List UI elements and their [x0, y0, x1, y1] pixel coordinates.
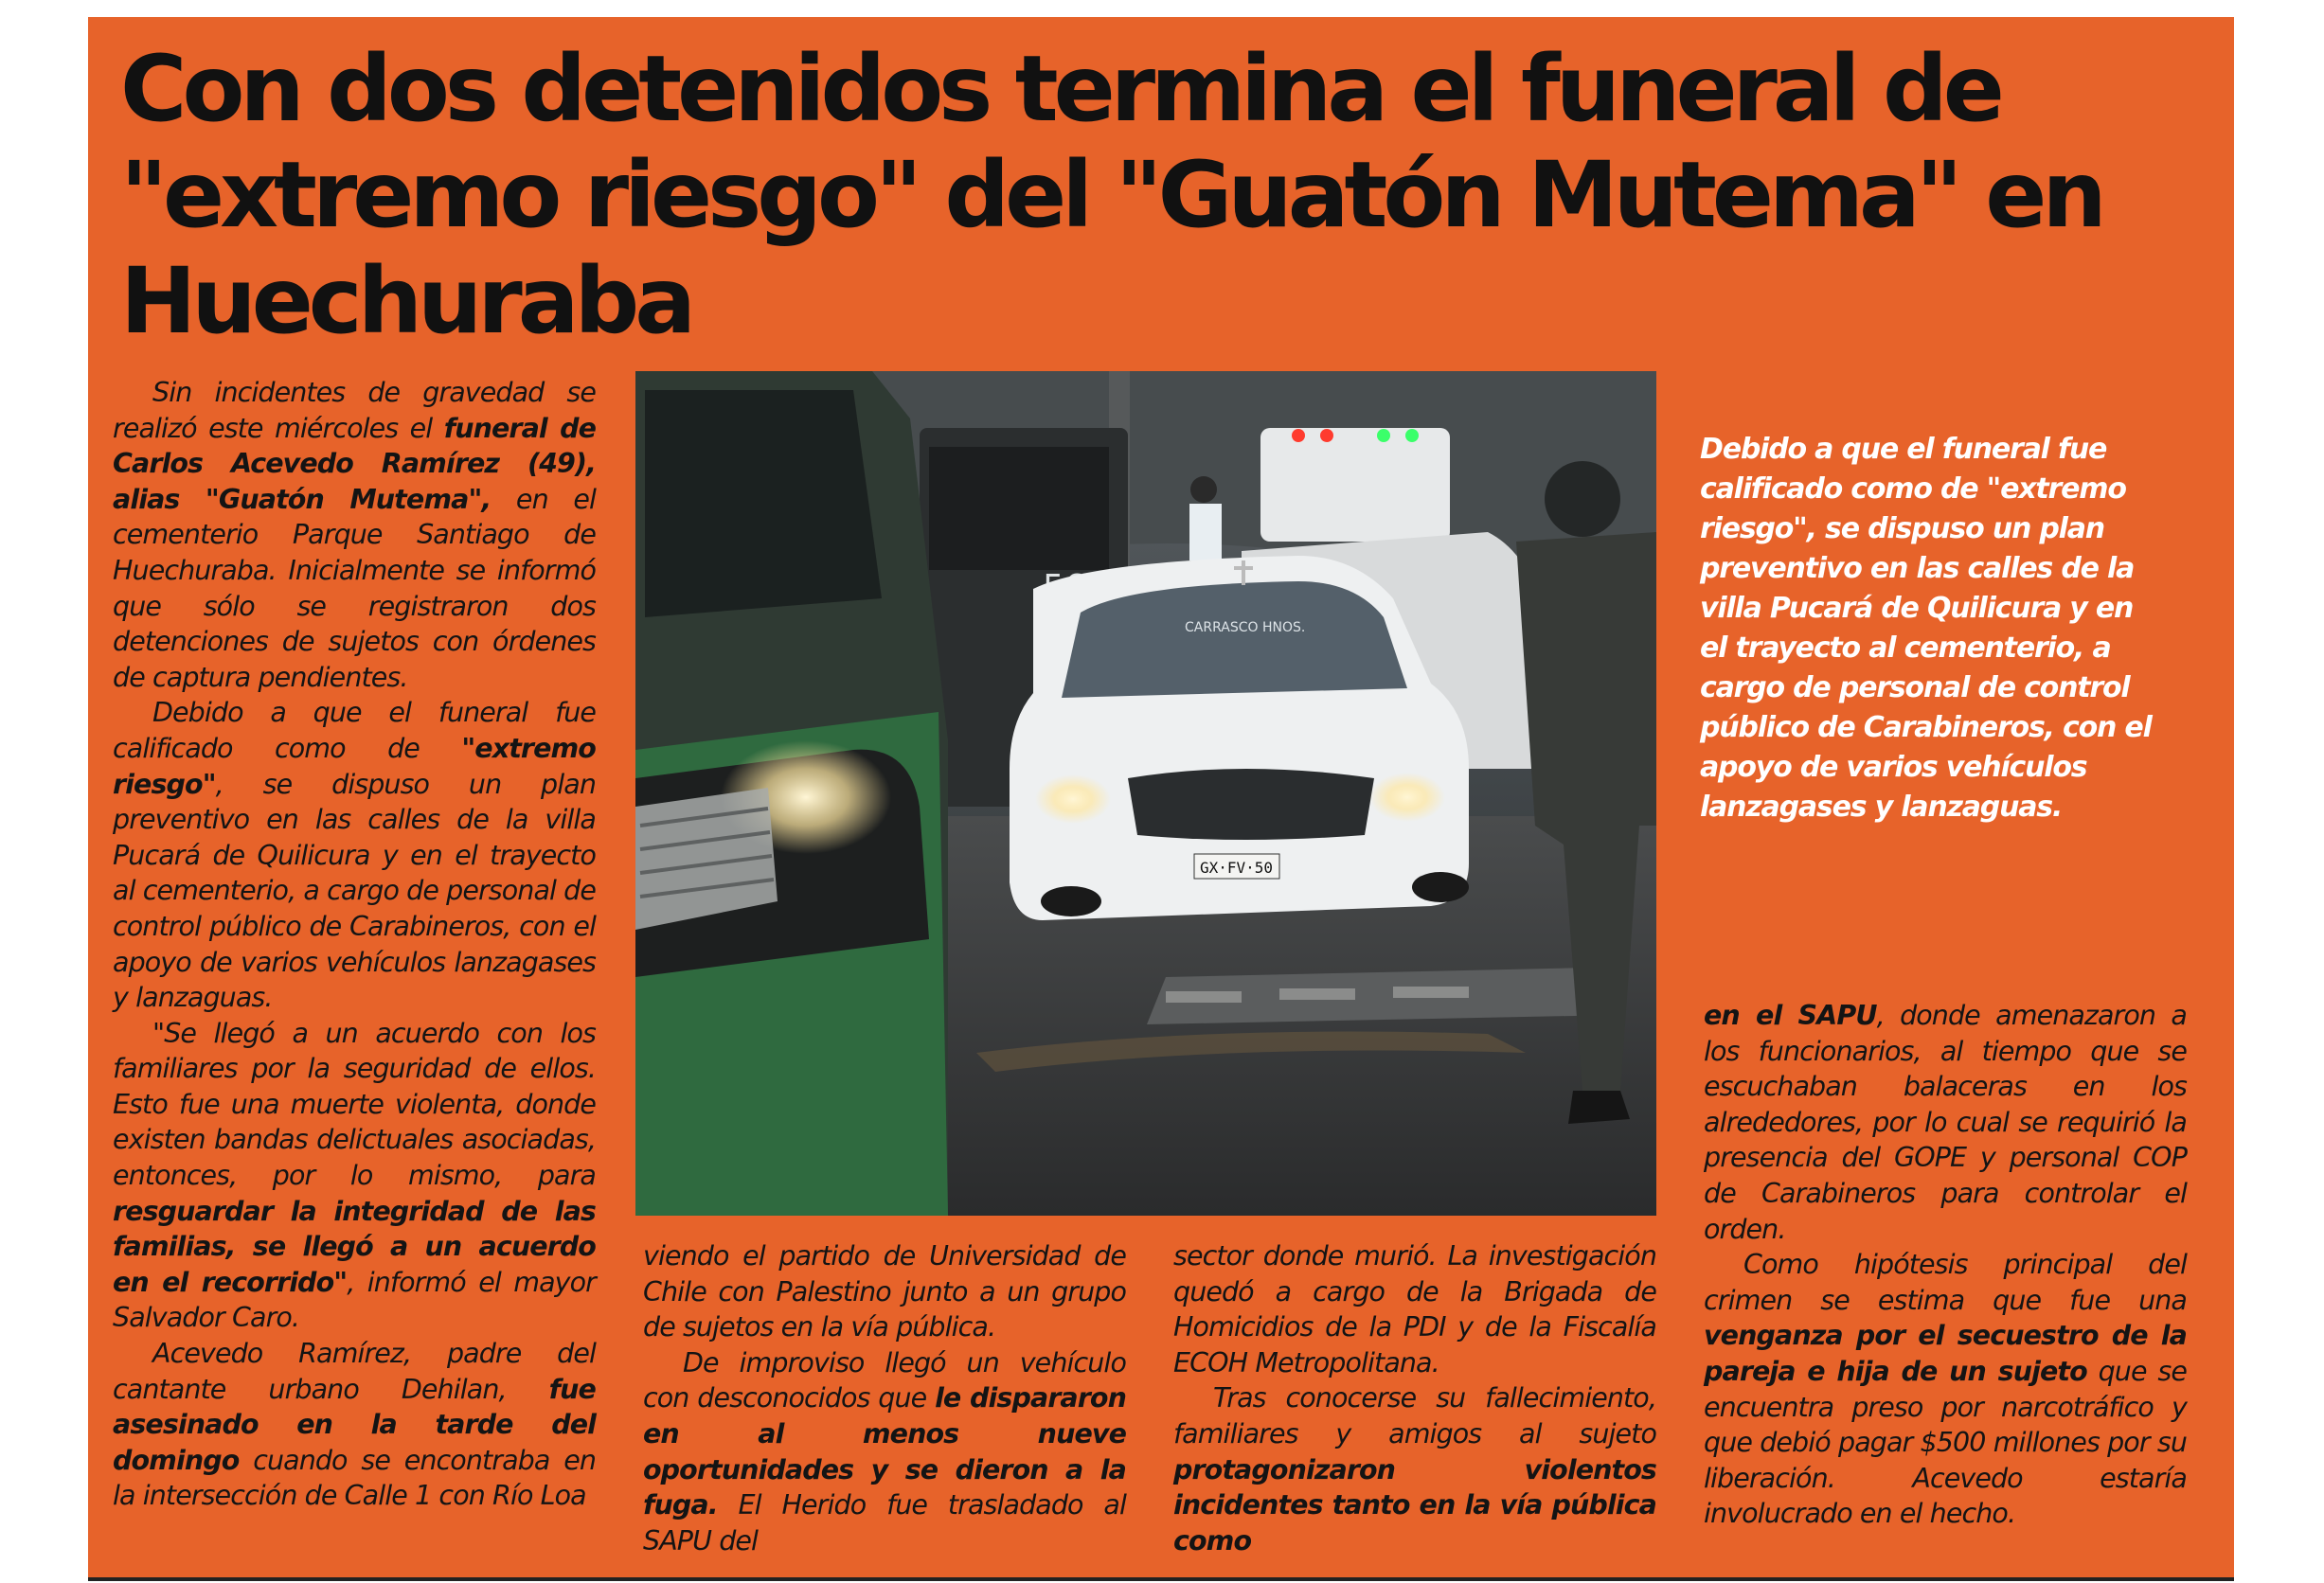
body-column-3	[1173, 1238, 1656, 1558]
paragraph: sector donde murió. La investigación quedó a cargo de la Brigada de Homicidios de la PDI y de la Fiscalía ECOH Metropolitana.	[1173, 1240, 1656, 1378]
paragraph: Debido a que el funeral fue calificado como de "extremo riesgo", se dispuso un plan preventivo en las calles de la villa Pucará de Quilicura y en el trayecto al cementerio, a cargo de personal de control público de Carabineros, con el apoyo de varios vehículos lanzagases y lanzaguas.	[113, 697, 597, 1014]
body-column-1	[113, 375, 596, 1514]
article-panel	[88, 17, 2234, 1577]
paragraph: en el SAPU, donde amenazaron a los funcionarios, al tiempo que se escuchaban balaceras en los alrededores, por lo cual se requirió la presencia del GOPE y personal COP de Carabineros para controlar el orden.	[1704, 1000, 2187, 1245]
funeral-procession-photo	[635, 371, 1656, 1216]
body-column-4	[1704, 998, 2187, 1532]
pull-quote: Debido a que el funeral fue calificado como de "extremo riesgo", se dispuso un plan preventivo en las calles de la villa Pucará de Quilicura y en el trayecto al cementerio, a cargo de personal de control público de Carabineros, con el apoyo de varios vehículos lanzagases y lanzaguas.	[1700, 433, 2152, 824]
paragraph: viendo el partido de Universidad de Chile con Palestino junto a un grupo de sujetos en la vía pública.	[643, 1240, 1126, 1343]
hearse-windshield-text: CARRASCO HNOS.	[1185, 620, 1306, 635]
body-column-2	[643, 1238, 1126, 1558]
license-plate: GX·FV·50	[1200, 859, 1274, 877]
paragraph: Como hipótesis principal del crimen se estima que fue una venganza por el secuestro de la pareja e hija de un sujeto que se encuentra preso por narcotráfico y que debió pagar $500 millones por su liberación. Acevedo estaría involucrado en el hecho.	[1704, 1249, 2188, 1530]
headline: Con dos detenidos termina el funeral de "extremo riesgo" del "Guatón Mutema" en Huechuraba	[120, 36, 2102, 354]
paragraph: Sin incidentes de gravedad se realizó este miércoles el funeral de Carlos Acevedo Ramírez (49), alias "Guatón Mutema", en el cementerio Parque Santiago de Huechuraba. Inicialmente se informó que sólo se registraron dos detenciones de sujetos con órdenes de captura pendientes.	[113, 377, 596, 693]
photo-illustration	[635, 371, 1656, 1216]
paragraph: Acevedo Ramírez, padre del cantante urbano Dehilan, fue asesinado en la tarde del domingo cuando se encontraba en la intersección de Calle 1 con Río Loa	[113, 1338, 596, 1512]
paragraph: Tras conocerse su fallecimiento, familiares y amigos al sujeto protagonizaron violentos incidentes tanto en la vía pública como	[1173, 1382, 1656, 1556]
bottom-rule	[88, 1577, 2234, 1581]
paragraph: De improviso llegó un vehículo con desconocidos que le dispararon en al menos nueve oportunidades y se dieron a la fuga. El Herido fue trasladado al SAPU del	[643, 1346, 1126, 1556]
paragraph: "Se llegó a un acuerdo con los familiares por la seguridad de ellos. Esto fue una muerte violenta, donde existen bandas delictuales asociadas, entonces, por lo mismo, para resguardar la integridad de las familias, se llegó a un acuerdo en el recorrido", informó el mayor Salvador Caro.	[113, 1017, 597, 1334]
